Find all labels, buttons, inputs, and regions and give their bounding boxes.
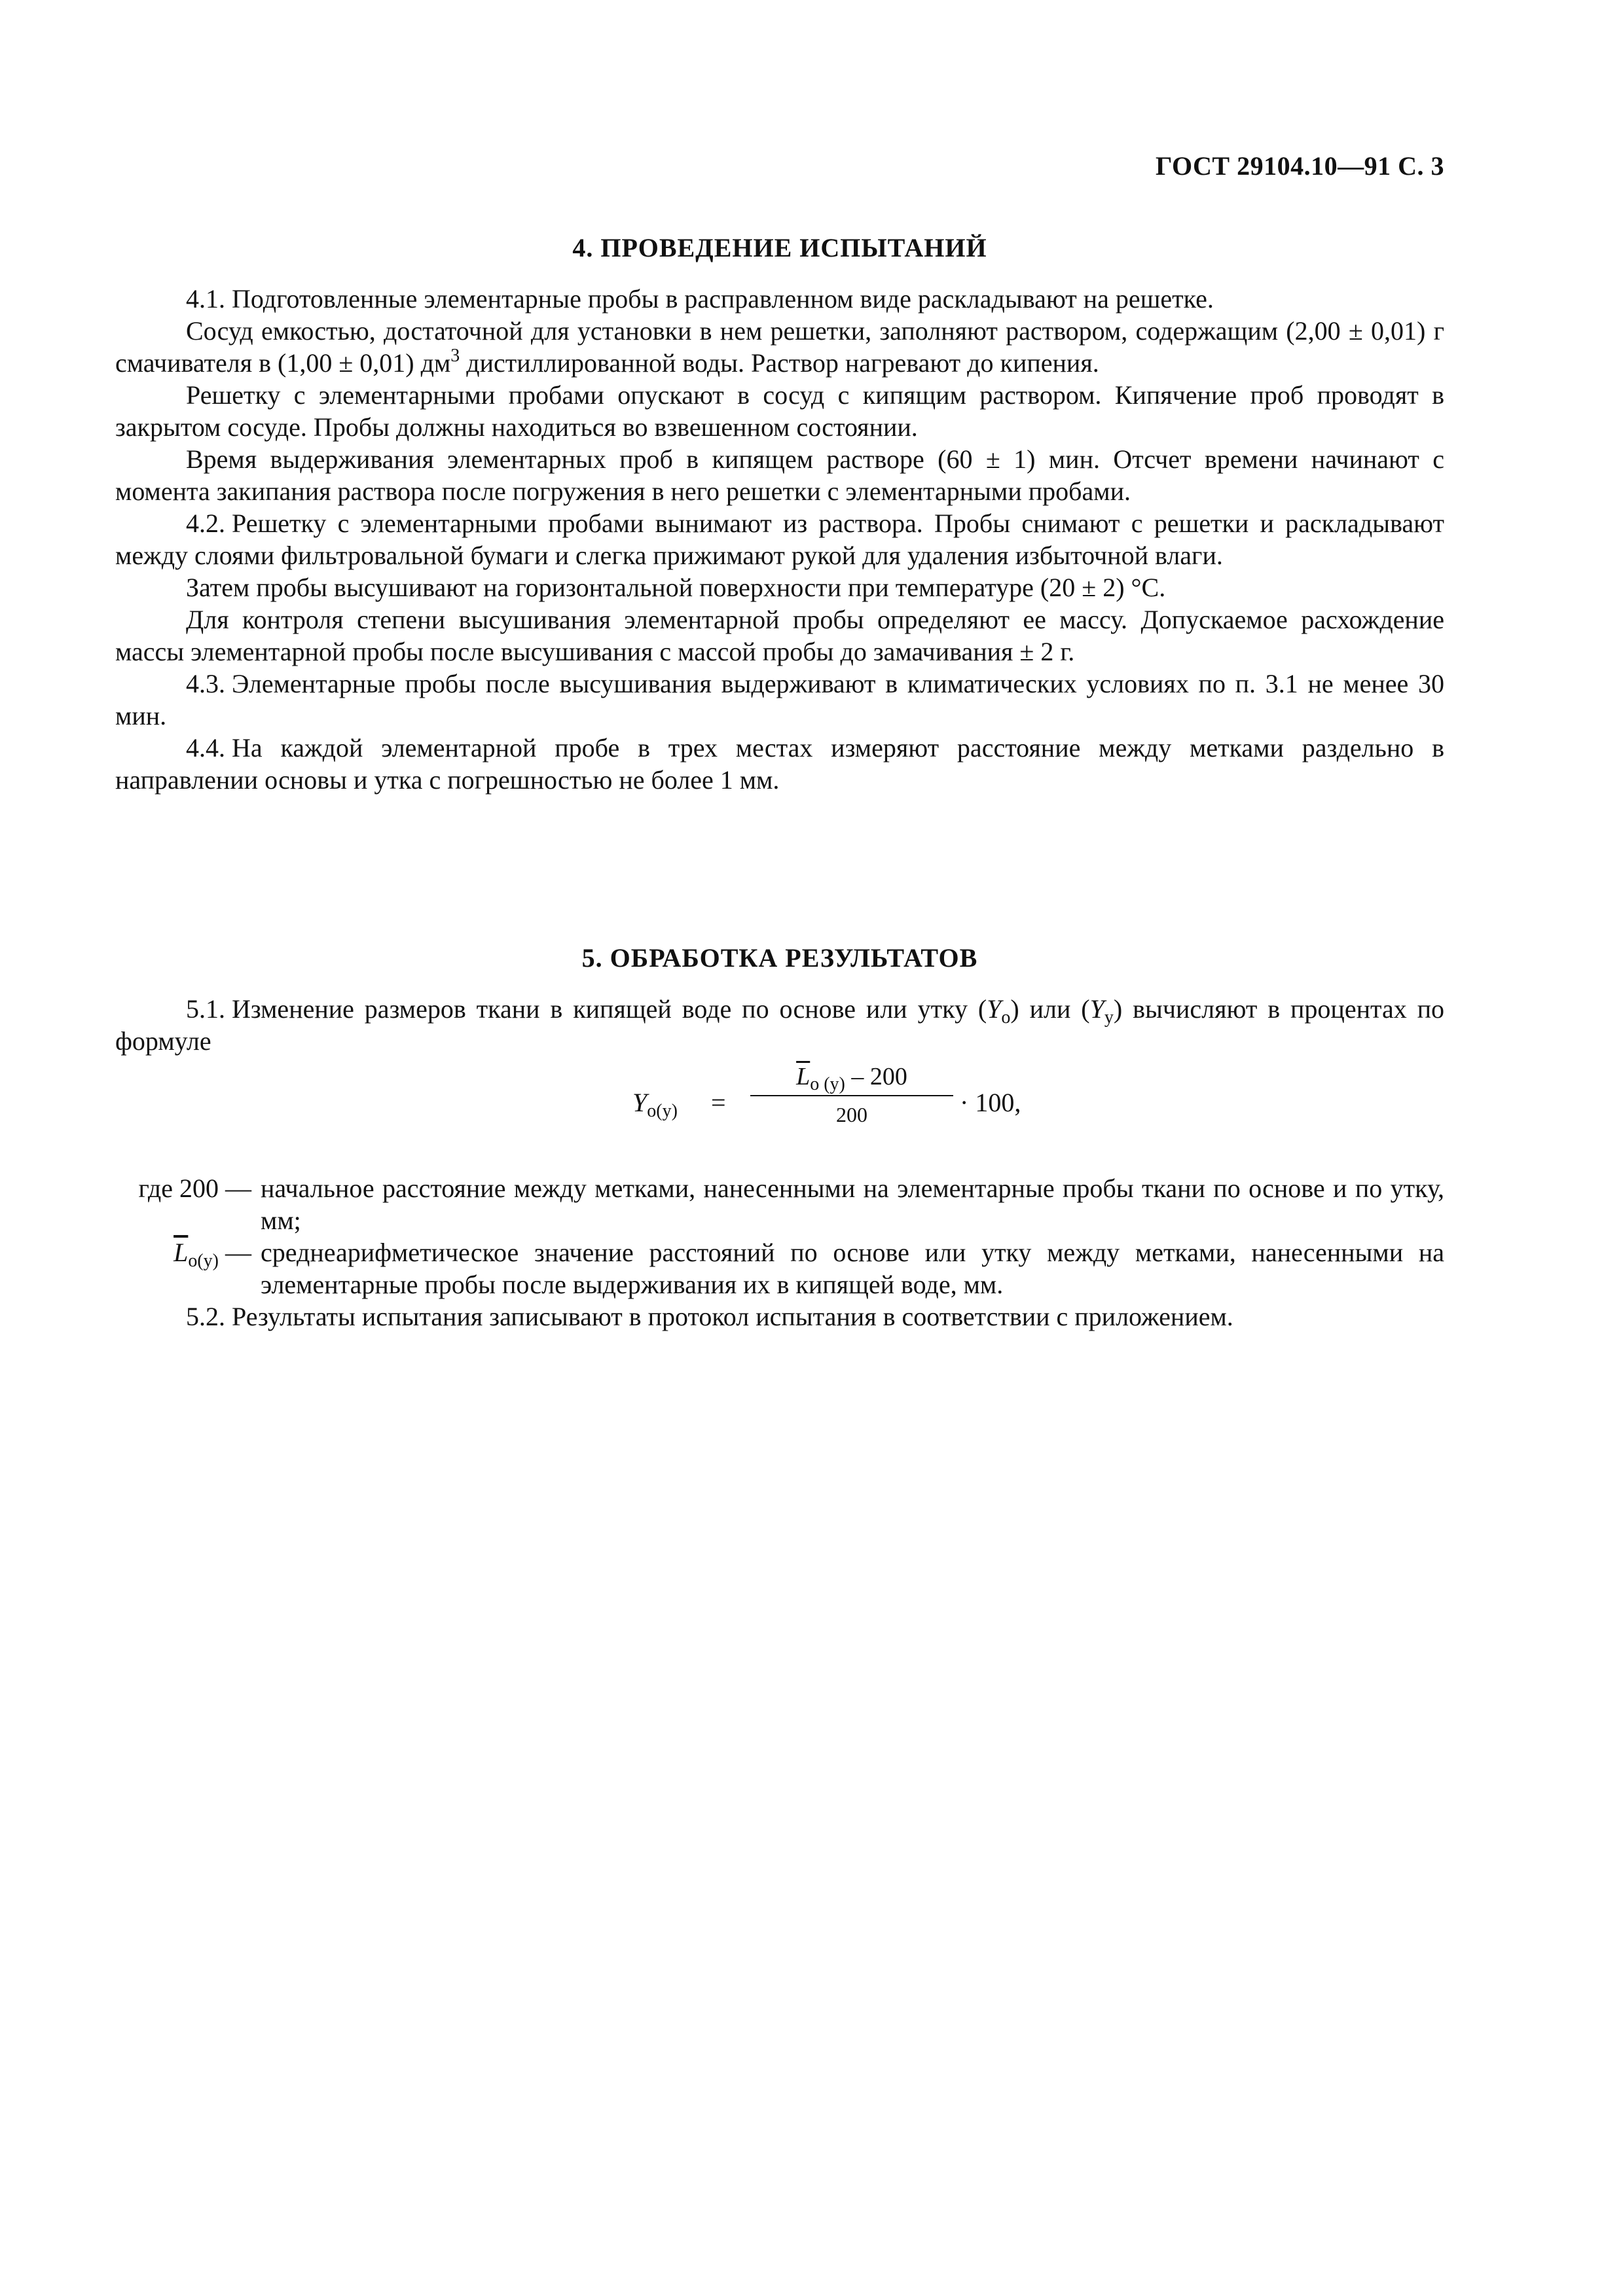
formula-num-sub: о (у) — [810, 1074, 845, 1094]
formula-fraction — [750, 1061, 953, 1130]
formula-num-rest: – 200 — [845, 1063, 907, 1090]
formula-lhs-sub: о(у) — [647, 1101, 678, 1121]
section-5 — [115, 942, 1444, 1333]
superscript: 3 — [450, 346, 460, 366]
section-5-title: 5. ОБРАБОТКА РЕЗУЛЬТАТОВ — [581, 943, 978, 973]
paragraph-text: Сосуд емкостью, достаточной для установки в нем решетки, заполняют раствором, содержащим (2,00 ± 0,01) г смачивателя в (1,00 ± 0,01) дм — [115, 316, 1444, 378]
paragraph-text: ) вычисляют в процентах по формуле — [115, 994, 1444, 1056]
formula-legend — [115, 1172, 1444, 1300]
paragraph-4-1-time: Время выдерживания элементарных проб в кипящем растворе (60 ± 1) мин. Отсчет времени начинают с момента закипания раствора после погружения в него решетки с элементарными пробами. — [115, 444, 1444, 506]
paragraph-text: дистиллированной воды. Раствор нагревают до кипения. — [460, 348, 1099, 378]
clause-number: 4.4. — [186, 733, 225, 762]
legend-term: где 200 — — [138, 1174, 251, 1203]
paragraph-4-2-mass: Для контроля степени высушивания элементарной пробы определяют ее массу. Допускаемое расхождение массы элементарной пробы после высушивания с массой пробы до замачивания ± 2 г. — [115, 605, 1444, 666]
clause-number: 4.1. — [186, 284, 225, 314]
clause-number: 4.2. — [186, 509, 225, 538]
paragraph-5-2 — [115, 1300, 1444, 1333]
legend-item — [115, 1236, 1444, 1300]
formula-denominator: 200 — [836, 1103, 867, 1126]
subscript: о — [1001, 1007, 1011, 1028]
paragraph-5-1 — [115, 993, 1444, 1057]
symbol-y: Y — [987, 994, 1002, 1024]
subscript: у — [1104, 1007, 1114, 1028]
formula-multiplier: · 100, — [960, 1088, 1021, 1117]
legend-term-sub: о(у) — [188, 1251, 219, 1271]
paragraph-4-1-vessel — [115, 315, 1444, 379]
formula-num-var: $\overline{L}$ — [796, 1063, 811, 1090]
formula-equals: = — [711, 1088, 726, 1117]
paragraph-text: На каждой элементарной пробе в трех местах измеряют расстояние между метками раздельно в направлении основы и утка с погрешностью не более 1 мм. — [115, 733, 1444, 795]
formula-numerator — [750, 1061, 953, 1092]
paragraph-4-2-drying: Затем пробы высушивают на горизонтальной поверхности при температуре (20 ± 2) °С. — [186, 573, 1166, 602]
legend-term — [115, 1236, 251, 1271]
formula-lhs — [632, 1087, 678, 1121]
paragraph-text: ) или ( — [1010, 994, 1090, 1024]
formula-lhs-var: Y — [632, 1088, 647, 1117]
page-header: ГОСТ 29104.10—91 С. 3 — [1155, 151, 1444, 181]
clause-number: 5.1. — [186, 994, 225, 1024]
legend-description: среднеарифметическое значение расстояний по основе или утку между метками, нанесенными на элементарные пробы после выдерживания их в кипящей воде, мм. — [261, 1238, 1444, 1299]
section-4-title: 4. ПРОВЕДЕНИЕ ИСПЫТАНИЙ — [572, 233, 987, 262]
symbol-y: Y — [1089, 994, 1104, 1024]
clause-number: 5.2. — [186, 1302, 225, 1331]
paragraph-text: Изменение размеров ткани в кипящей воде по основе или утку ( — [232, 994, 987, 1024]
legend-item — [115, 1172, 1444, 1236]
legend-term-dash: — — [219, 1238, 251, 1267]
paragraph-text: Решетку с элементарными пробами вынимают из раствора. Пробы снимают с решетки и раскладывают между слоями фильтровальной бумаги и слегка прижимают рукой для удаления избыточной влаги. — [115, 509, 1444, 570]
fraction-bar — [750, 1095, 953, 1096]
paragraph-4-1-grid: Решетку с элементарными пробами опускают в сосуд с кипящим раствором. Кипячение проб проводят в закрытом сосуде. Пробы должны находиться во взвешенном состоянии. — [115, 380, 1444, 442]
paragraph-text: Результаты испытания записывают в протокол испытания в соответствии с приложением. — [232, 1302, 1233, 1331]
shrinkage-formula — [115, 1061, 1444, 1163]
legend-description: начальное расстояние между метками, нанесенными на элементарные пробы ткани по основе и по утку, мм; — [261, 1174, 1444, 1235]
paragraph-4-1 — [115, 283, 1444, 315]
section-4 — [115, 232, 1444, 796]
paragraph-text: Подготовленные элементарные пробы в расправленном виде раскладывают на решетке. — [232, 284, 1214, 314]
paragraph-4-3 — [115, 668, 1444, 732]
paragraph-4-4 — [115, 732, 1444, 796]
paragraph-text: Элементарные пробы после высушивания выдерживают в климатических условиях по п. 3.1 не менее 30 мин. — [115, 669, 1444, 730]
clause-number: 4.3. — [186, 669, 225, 698]
legend-term-var: $\overline{L}$ — [173, 1238, 189, 1267]
paragraph-4-2 — [115, 507, 1444, 571]
